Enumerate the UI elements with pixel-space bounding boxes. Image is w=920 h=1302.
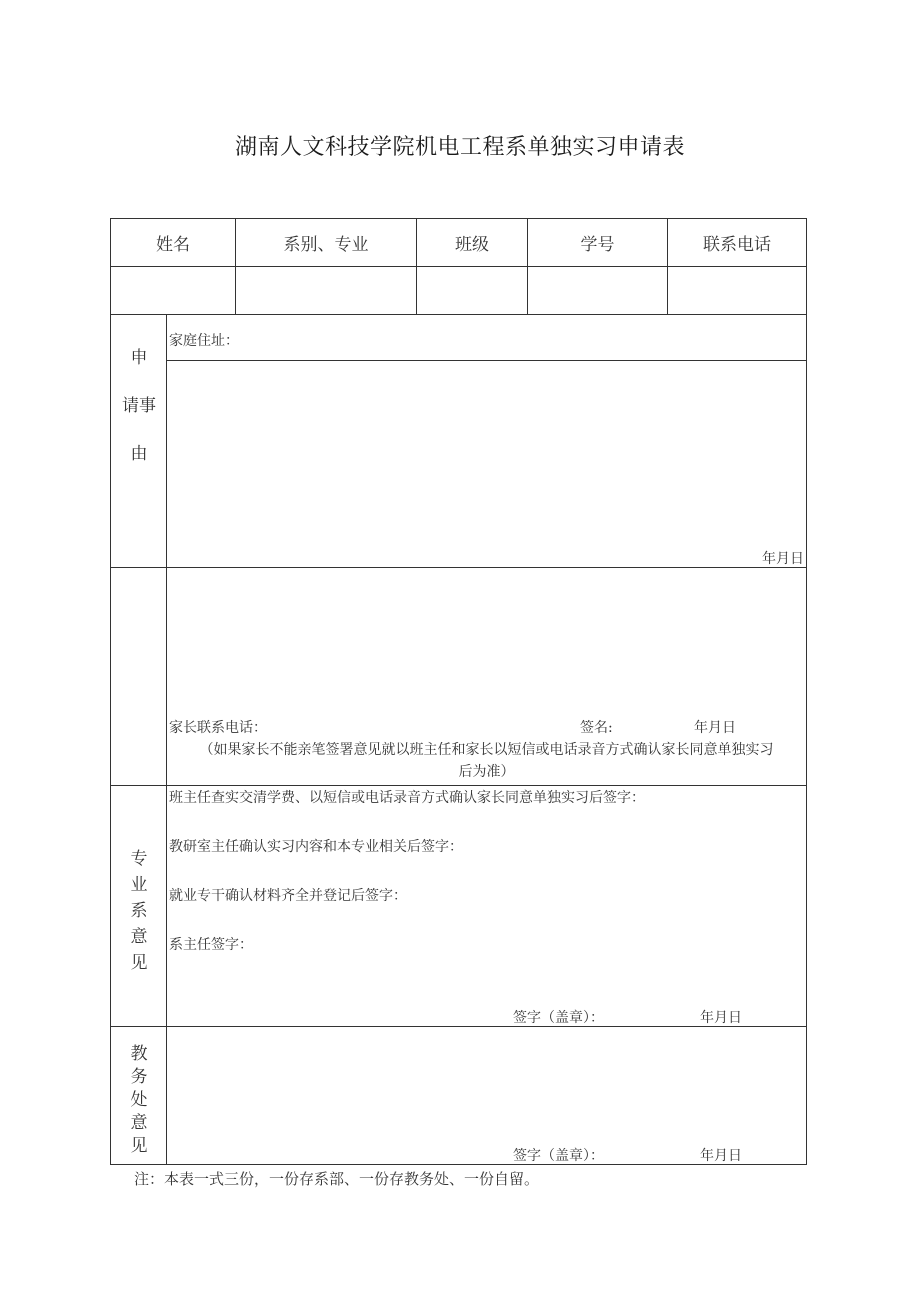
reason-text-area[interactable] <box>170 364 800 544</box>
reason-label-line: 请事 <box>122 396 156 416</box>
major-label-char: 系 <box>130 901 148 921</box>
employment-officer-sign-line: 就业专干确认材料齐全并登记后签字： <box>169 888 407 904</box>
home-address-field[interactable] <box>240 318 800 358</box>
head-teacher-sign-line: 班主任查实交清学费、以短信或电话录音方式确认家长同意单独实习后签字： <box>169 790 645 806</box>
class-field[interactable] <box>417 267 527 314</box>
reason-label-line: 申 <box>130 348 148 368</box>
parent-phone-label: 家长联系电话： <box>169 720 267 736</box>
home-address-label: 家庭住址： <box>169 333 239 349</box>
major-label-char: 专 <box>130 849 148 869</box>
academic-opinion-area[interactable] <box>170 1030 800 1140</box>
reason-label-line: 由 <box>130 444 148 464</box>
academic-seal-label: 签字（盖章）： <box>513 1148 604 1164</box>
phone-field[interactable] <box>668 267 806 314</box>
section-head-sign-line: 教研室主任确认实习内容和本专业相关后签字： <box>169 839 463 855</box>
parent-sign-label: 签名: <box>580 720 613 736</box>
page-title: 湖南人文科技学院机电工程系单独实习申请表 <box>234 135 685 160</box>
academic-date: 年月日 <box>700 1148 742 1164</box>
academic-label-char: 务 <box>130 1067 148 1087</box>
academic-opinion-label <box>111 1043 167 1158</box>
academic-label-char: 处 <box>130 1090 148 1110</box>
header-dept-major: 系别、专业 <box>283 235 369 255</box>
header-class: 班级 <box>455 235 489 255</box>
parent-date: 年月日 <box>694 720 736 736</box>
header-phone: 联系电话 <box>703 235 771 255</box>
major-label-char: 见 <box>130 953 148 973</box>
major-date: 年月日 <box>700 1010 742 1026</box>
parent-note-line-1: （如果家长不能亲笔签署意见就以班主任和家长以短信或电话录音方式确认家长同意单独实习 <box>199 742 774 758</box>
major-opinion-label <box>111 846 167 976</box>
dept-major-field[interactable] <box>236 267 416 314</box>
academic-label-char: 意 <box>130 1113 148 1133</box>
parent-section-divider <box>110 785 807 786</box>
address-row-divider <box>166 360 807 361</box>
header-name: 姓名 <box>156 235 190 255</box>
reason-section-divider <box>110 567 807 568</box>
table-border-right <box>806 218 807 1165</box>
header-student-id: 学号 <box>580 235 615 255</box>
academic-label-char: 教 <box>130 1044 148 1064</box>
student-id-field[interactable] <box>528 267 667 314</box>
parent-note <box>167 739 806 783</box>
name-field[interactable] <box>111 267 235 314</box>
reason-label <box>111 334 167 478</box>
parent-opinion-area[interactable] <box>170 572 800 712</box>
major-label-char: 意 <box>130 927 148 947</box>
parent-note-line-2: 后为准） <box>458 764 515 780</box>
academic-label-char: 见 <box>130 1136 148 1156</box>
footnote: 注：本表一式三份，一份存系部、一份存教务处、一份自留。 <box>134 1170 540 1188</box>
major-label-char: 业 <box>130 875 148 895</box>
info-row-divider <box>110 314 807 315</box>
major-seal-label: 签字（盖章）： <box>513 1010 604 1026</box>
reason-date: 年月日 <box>762 551 804 567</box>
dept-head-sign-line: 系主任签字： <box>169 937 253 953</box>
